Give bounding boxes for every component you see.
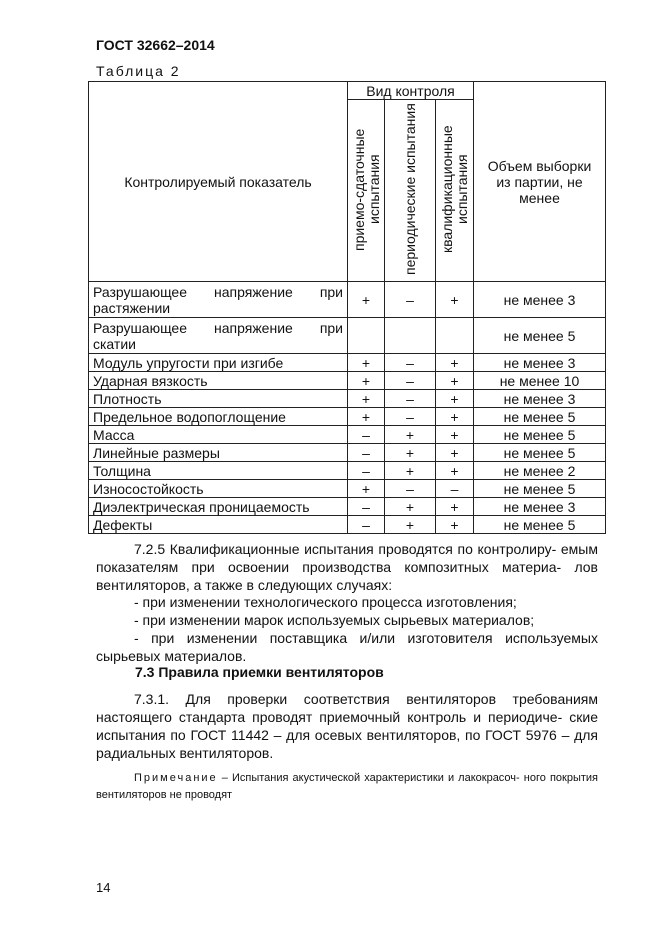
- qualification-mark: +: [436, 444, 474, 462]
- acceptance-mark: –: [348, 444, 385, 462]
- control-type-header: Вид контроля: [348, 82, 474, 100]
- row-param: Ударная вязкость: [89, 372, 348, 390]
- periodic-mark: –: [385, 480, 436, 498]
- row-param: Масса: [89, 426, 348, 444]
- page-number: 14: [96, 880, 111, 895]
- acceptance-mark: +: [348, 354, 385, 372]
- row-param: Толщина: [89, 462, 348, 480]
- row-param: Износостойкость: [89, 480, 348, 498]
- acceptance-tests-header: приемо-сдаточные испытания: [348, 100, 385, 282]
- acceptance-mark: –: [348, 516, 385, 534]
- periodic-tests-header: периодические испытания: [385, 100, 436, 282]
- qualification-mark: [436, 318, 474, 354]
- acceptance-mark: –: [348, 498, 385, 516]
- qualification-mark: –: [436, 480, 474, 498]
- sample-volume: не менее 10: [474, 372, 606, 390]
- paragraph-7-3-1: 7.3.1. Для проверки соответствия вентиляторов требованиям настоящего стандарта проводят приемочный контроль и периодиче- ские испытания по ГОСТ 11442 – для осевых вентиляторов, по ГОСТ 5976 – для радиальных вентиляторов.: [96, 691, 598, 761]
- table-row: [89, 462, 606, 480]
- acceptance-mark: +: [348, 480, 385, 498]
- acceptance-mark: +: [348, 390, 385, 408]
- row-param: Линейные размеры: [89, 444, 348, 462]
- periodic-mark: –: [385, 408, 436, 426]
- list-item: - при изменении технологического процесса изготовления;: [134, 594, 517, 610]
- acceptance-mark: +: [348, 282, 385, 318]
- table-row: [89, 318, 606, 354]
- table-row: [89, 354, 606, 372]
- table-row: [89, 426, 606, 444]
- acceptance-mark: –: [348, 462, 385, 480]
- row-param: Модуль упругости при изгибе: [89, 354, 348, 372]
- qualification-mark: +: [436, 372, 474, 390]
- periodic-mark: +: [385, 516, 436, 534]
- row-param: Плотность: [89, 390, 348, 408]
- periodic-mark: –: [385, 372, 436, 390]
- qualification-mark: +: [436, 426, 474, 444]
- qualification-mark: +: [436, 282, 474, 318]
- table-row: [89, 516, 606, 534]
- periodic-mark: +: [385, 426, 436, 444]
- sample-volume: не менее 5: [474, 444, 606, 462]
- periodic-mark: –: [385, 354, 436, 372]
- table-row: [89, 282, 606, 318]
- sample-volume: не менее 3: [474, 354, 606, 372]
- header-row-1: [89, 82, 606, 100]
- periodic-mark: +: [385, 498, 436, 516]
- sample-volume: не менее 5: [474, 426, 606, 444]
- list-item: - при изменении марок используемых сырьевых материалов;: [134, 612, 535, 628]
- document-id: ГОСТ 32662–2014: [96, 37, 215, 53]
- table-row: [89, 408, 606, 426]
- qualification-mark: +: [436, 408, 474, 426]
- list-item: - при изменении поставщика и/или изготовителя используемых сырьевых материалов.: [96, 630, 598, 664]
- section-heading-7-3: 7.3 Правила приемки вентиляторов: [135, 664, 384, 680]
- acceptance-mark: +: [348, 372, 385, 390]
- qualification-mark: +: [436, 498, 474, 516]
- sample-volume: не менее 3: [474, 498, 606, 516]
- sample-volume: не менее 5: [474, 480, 606, 498]
- sample-volume: не менее 3: [474, 390, 606, 408]
- sample-volume: не менее 3: [474, 282, 606, 318]
- table-row: [89, 480, 606, 498]
- qualification-mark: +: [436, 354, 474, 372]
- table-row: [89, 390, 606, 408]
- periodic-mark: +: [385, 444, 436, 462]
- qualification-mark: +: [436, 516, 474, 534]
- row-param: Разрушающее напряжение при растяжении: [89, 282, 348, 318]
- note-text: – Испытания акустической характеристики и лакокрасоч- ного покрытия вентиляторов не проводят: [96, 772, 598, 801]
- table-caption: Таблица 2: [96, 63, 181, 79]
- row-param: Разрушающее напряжение при скатии: [89, 318, 348, 354]
- note-label: Примечание: [134, 772, 218, 784]
- qualification-mark: +: [436, 462, 474, 480]
- sample-volume: не менее 2: [474, 462, 606, 480]
- paragraph-7-2-5: 7.2.5 Квалификационные испытания проводятся по контролиру- емым показателям при освоении производства композитных материа- лов вентиляторов, а также в следующих случаях:: [96, 541, 598, 593]
- periodic-mark: +: [385, 462, 436, 480]
- volume-header: Объем выборки из партии, не менее: [474, 82, 606, 282]
- row-param: Диэлектрическая проницаемость: [89, 498, 348, 516]
- table-row: [89, 444, 606, 462]
- table-row: [89, 372, 606, 390]
- row-param: Предельное водопоглощение: [89, 408, 348, 426]
- sample-volume: не менее 5: [474, 408, 606, 426]
- row-param: Дефекты: [89, 516, 348, 534]
- acceptance-mark: –: [348, 426, 385, 444]
- acceptance-mark: [348, 318, 385, 354]
- param-header: Контролируемый показатель: [89, 82, 348, 282]
- qualification-mark: +: [436, 390, 474, 408]
- note: [96, 770, 598, 804]
- periodic-mark: –: [385, 390, 436, 408]
- acceptance-mark: +: [348, 408, 385, 426]
- control-table: [88, 81, 606, 534]
- sample-volume: не менее 5: [474, 318, 606, 354]
- periodic-mark: –: [385, 282, 436, 318]
- sample-volume: не менее 5: [474, 516, 606, 534]
- table-row: [89, 498, 606, 516]
- qualification-tests-header: квалификационные испытания: [436, 100, 474, 282]
- periodic-mark: [385, 318, 436, 354]
